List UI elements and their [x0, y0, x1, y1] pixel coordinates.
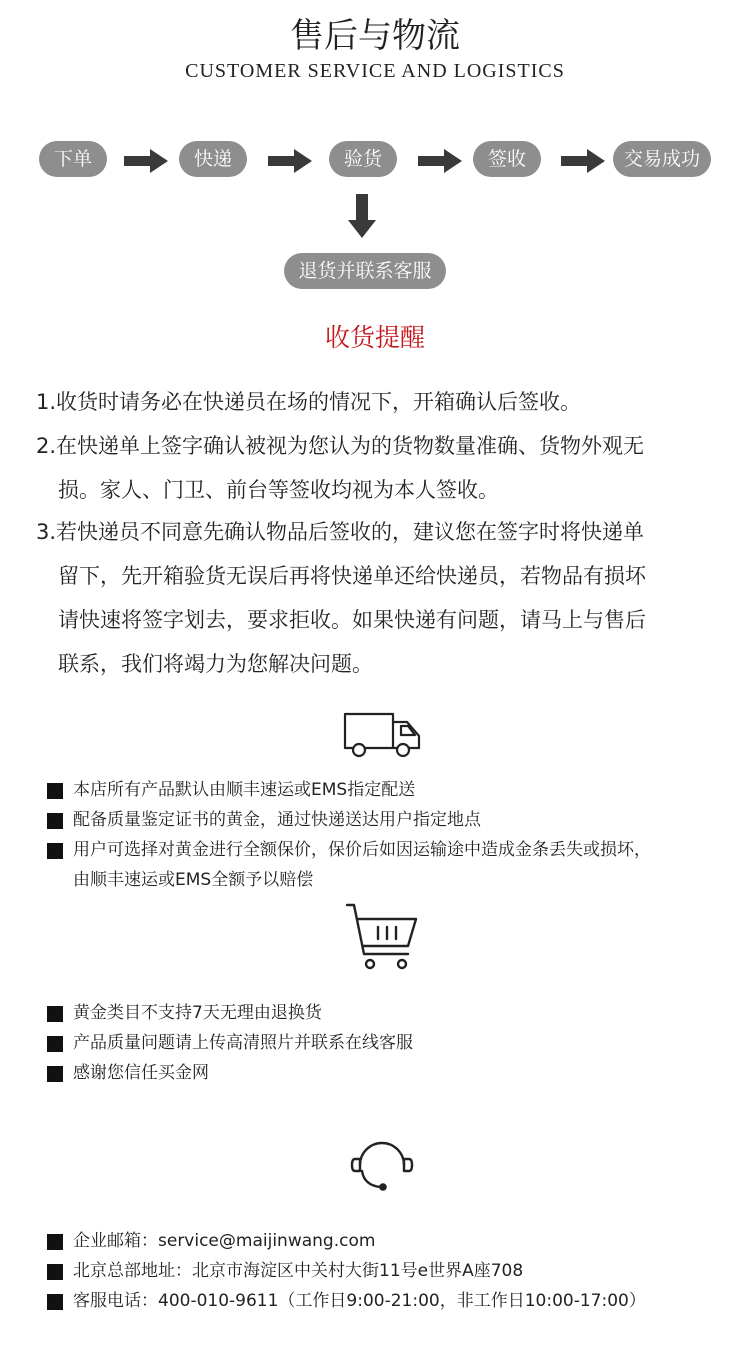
flow-step-inspect: 验货	[329, 141, 397, 177]
list-item: 感谢您信任买金网	[45, 1059, 725, 1087]
contact-phone: 客服电话：400-010-9611（工作日9:00-21:00，非工作日10:00-17:00）	[45, 1287, 725, 1315]
arrow-right-icon	[124, 147, 168, 175]
truck-icon	[341, 708, 425, 758]
bullet-square-icon	[47, 1036, 63, 1052]
reminder-heading: 收货提醒	[324, 323, 425, 352]
list-item: 产品质量问题请上传高清照片并联系在线客服	[45, 1029, 725, 1057]
page-title: 售后与物流	[290, 16, 460, 56]
bullet-square-icon	[47, 843, 63, 859]
rule-line: 留下，先开箱验货无误后再将快递单还给快递员，若物品有损坏	[58, 564, 646, 588]
arrow-down-icon	[347, 194, 377, 238]
headset-icon	[346, 1125, 418, 1197]
arrow-right-icon	[268, 147, 312, 175]
list-item: 本店所有产品默认由顺丰速运或EMS指定配送	[45, 776, 725, 804]
arrow-right-icon	[418, 147, 462, 175]
flow-step-sign: 签收	[473, 141, 541, 177]
page-subtitle: CUSTOMER SERVICE AND LOGISTICS	[185, 60, 565, 82]
list-item: 黄金类目不支持7天无理由退换货	[45, 999, 725, 1027]
reminder-rule-3	[36, 510, 726, 686]
rule-line: 请快速将签字划去，要求拒收。如果快递有问题，请马上与售后	[58, 608, 646, 632]
bullet-square-icon	[47, 1006, 63, 1022]
list-item: 配备质量鉴定证书的黄金，通过快递送达用户指定地点	[45, 806, 725, 834]
shopping-cart-icon	[344, 902, 420, 974]
bullet-square-icon	[47, 1264, 63, 1280]
rule-line: 2.在快递单上签字确认被视为您认为的货物数量准确、货物外观无	[36, 434, 645, 458]
flow-step-success: 交易成功	[613, 141, 711, 177]
flow-step-express: 快递	[179, 141, 247, 177]
returns-list	[45, 999, 725, 1087]
contact-address: 北京总部地址：北京市海淀区中关村大街11号e世界A座708	[45, 1257, 725, 1285]
list-item-continuation: 由顺丰速运或EMS全额予以赔偿	[73, 870, 314, 890]
reminder-rule-2	[36, 424, 726, 512]
rule-line: 1.收货时请务必在快递员在场的情况下，开箱确认后签收。	[36, 390, 582, 414]
bullet-square-icon	[47, 783, 63, 799]
rule-line: 损。家人、门卫、前台等签收均视为本人签收。	[58, 478, 499, 502]
flow-step-return: 退货并联系客服	[284, 253, 446, 289]
contact-email: 企业邮箱：service@maijinwang.com	[45, 1227, 725, 1255]
rule-line: 联系，我们将竭力为您解决问题。	[58, 652, 373, 676]
bullet-square-icon	[47, 1234, 63, 1250]
reminder-rule-1	[36, 380, 726, 424]
bullet-square-icon	[47, 1294, 63, 1310]
contact-list	[45, 1227, 725, 1315]
logistics-list	[45, 776, 725, 894]
flow-step-order: 下单	[39, 141, 107, 177]
list-item: 用户可选择对黄金进行全额保价，保价后如因运输途中造成金条丢失或损坏，	[45, 836, 725, 864]
bullet-square-icon	[47, 813, 63, 829]
arrow-right-icon	[561, 147, 605, 175]
bullet-square-icon	[47, 1066, 63, 1082]
rule-line: 3.若快递员不同意先确认物品后签收的，建议您在签字时将快递单	[36, 520, 645, 544]
